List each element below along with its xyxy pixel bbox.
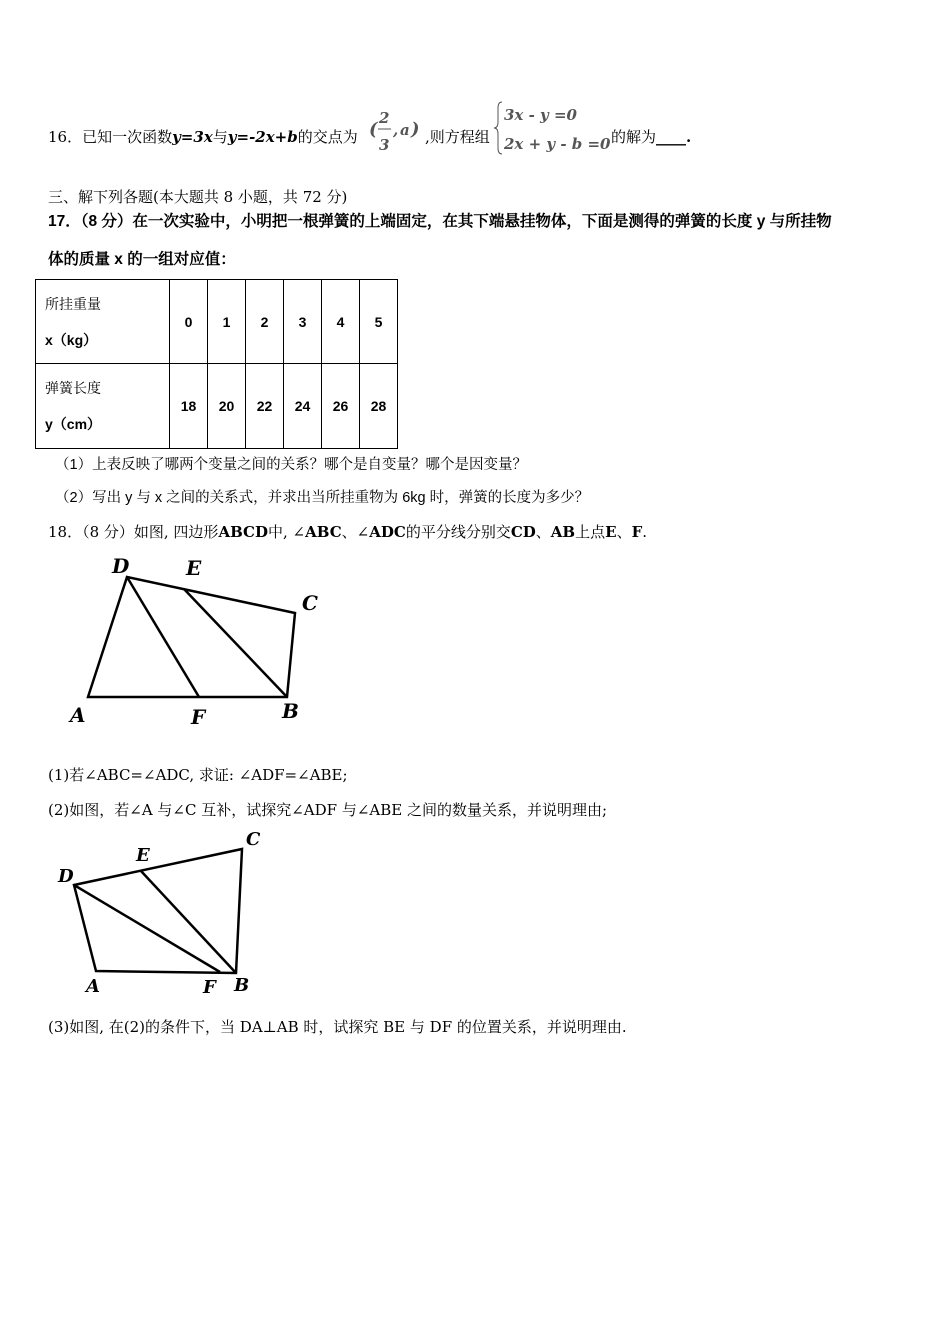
label-a: A <box>70 703 86 727</box>
table-cell: 28 <box>360 364 398 449</box>
q17-line-1: 17．（8 分）在一次实验中，小明把一根弹簧的上端固定，在其下端悬挂物体，下面是测得的弹簧的长度 y 与所挂物 <box>48 213 832 230</box>
table-cell: 20 <box>208 364 246 449</box>
quadrilateral-abcd <box>74 849 242 973</box>
row2-label-b: y（cm） <box>45 416 102 432</box>
q18-intro-text: 中, ∠ <box>267 523 306 541</box>
label-f: F <box>191 705 206 729</box>
q16-mid1: 与 <box>212 128 228 146</box>
quadrilateral-abcd <box>88 577 295 697</box>
bisector-be <box>141 871 236 973</box>
table-cell: 1 <box>208 280 246 364</box>
table-row <box>36 280 398 364</box>
question-16 <box>48 126 358 147</box>
q16-suffix: 的解为 <box>611 128 657 146</box>
q18-intro-text: ABCD <box>218 523 268 541</box>
q16-mid3: ,则方程组 <box>425 128 490 146</box>
section-3-heading: 三、解下列各题(本大题共 8 小题，共 72 分) <box>48 188 348 206</box>
q18-figure-2 <box>50 826 280 1001</box>
table-row <box>36 364 398 449</box>
q16-point-denominator: 3 <box>379 136 390 154</box>
table-cell: 3 <box>284 280 322 364</box>
q16-equation-system <box>494 100 614 156</box>
q16-mid2: 的交点为 <box>297 128 358 146</box>
q16-answer-blank: ____. <box>656 128 692 146</box>
q17-sub-question-1: （1）上表反映了哪两个变量之间的关系？哪个是自变量？哪个是因变量？ <box>55 457 528 473</box>
row-header-length <box>36 364 170 449</box>
label-b: B <box>282 699 299 723</box>
label-c: C <box>246 829 261 850</box>
q16-function-2: y=-2x+b <box>227 128 298 146</box>
label-a: A <box>86 976 100 997</box>
q18-part-2: (2)如图，若∠A 与∠C 互补，试探究∠ADF 与∠ABE 之间的数量关系，并说明理由; <box>48 801 608 819</box>
label-e: E <box>136 845 150 866</box>
label-b: B <box>234 975 250 996</box>
q18-intro-text: 、 <box>535 523 551 541</box>
table-cell: 0 <box>170 280 208 364</box>
q18-part-3: (3)如图, 在(2)的条件下，当 DA⊥AB 时，试探究 BE 与 DF 的位置关系，并说明理由. <box>48 1018 627 1036</box>
table-cell: 2 <box>246 280 284 364</box>
svg-text:(: ( <box>369 119 378 140</box>
q18-intro-text: F <box>631 523 643 541</box>
table-cell: 22 <box>246 364 284 449</box>
q17-data-table <box>35 279 398 449</box>
q18-intro-text: AB <box>550 523 576 541</box>
q17-sub-question-2: （2）写出 y 与 x 之间的关系式，并求出当所挂重物为 6kg 时，弹簧的长度为多少？ <box>55 490 590 506</box>
label-d: D <box>58 866 74 887</box>
q16-equation-1: 3x - y =0 <box>504 106 577 124</box>
table-cell: 26 <box>322 364 360 449</box>
label-f: F <box>203 977 216 998</box>
q16-equation-2: 2x + y - b =0 <box>504 135 611 153</box>
q18-intro <box>48 521 647 542</box>
q18-intro-text: ADC <box>369 523 406 541</box>
svg-text:,: , <box>393 121 399 139</box>
q16-prefix: 16．已知一次函数 <box>48 128 173 146</box>
q18-intro-text: ABC <box>305 523 342 541</box>
row-header-weight <box>36 280 170 364</box>
q18-figure-1 <box>60 552 340 732</box>
svg-text:): ) <box>411 119 420 140</box>
bisector-df <box>74 885 220 972</box>
q18-intro-text: 、∠ <box>341 523 370 541</box>
table-cell: 18 <box>170 364 208 449</box>
table-cell: 4 <box>322 280 360 364</box>
q16-intersection-point <box>367 104 427 156</box>
row2-label-a: 弹簧长度 <box>45 380 101 396</box>
q18-intro-text: E <box>605 523 617 541</box>
q18-intro-text: 的平分线分别交 <box>405 523 511 541</box>
q16-mid3-wrap <box>425 126 490 147</box>
table-cell: 24 <box>284 364 322 449</box>
bisector-be <box>184 589 287 697</box>
q18-intro-text: . <box>642 523 648 541</box>
q18-intro-text: CD <box>510 523 536 541</box>
label-e: E <box>186 556 202 580</box>
q18-part-1: (1)若∠ABC=∠ADC, 求证: ∠ADF=∠ABE; <box>48 766 348 784</box>
q16-point-numerator: 2 <box>379 109 390 127</box>
row1-label-b: x（kg） <box>45 331 98 348</box>
q18-intro-text: 上点 <box>575 523 606 541</box>
q18-intro-text: 18．（8 分）如图, 四边形 <box>48 523 219 541</box>
row1-label-a: 所挂重量 <box>45 295 101 312</box>
label-d: D <box>112 554 130 578</box>
q16-function-1: y=3x <box>172 128 213 146</box>
table-cell: 5 <box>360 280 398 364</box>
label-c: C <box>302 591 318 615</box>
q16-point-a: a <box>400 121 410 139</box>
q17-line-2: 体的质量 x 的一组对应值： <box>48 251 236 268</box>
q16-suffix-wrap <box>611 126 691 147</box>
q18-intro-text: 、 <box>616 523 632 541</box>
